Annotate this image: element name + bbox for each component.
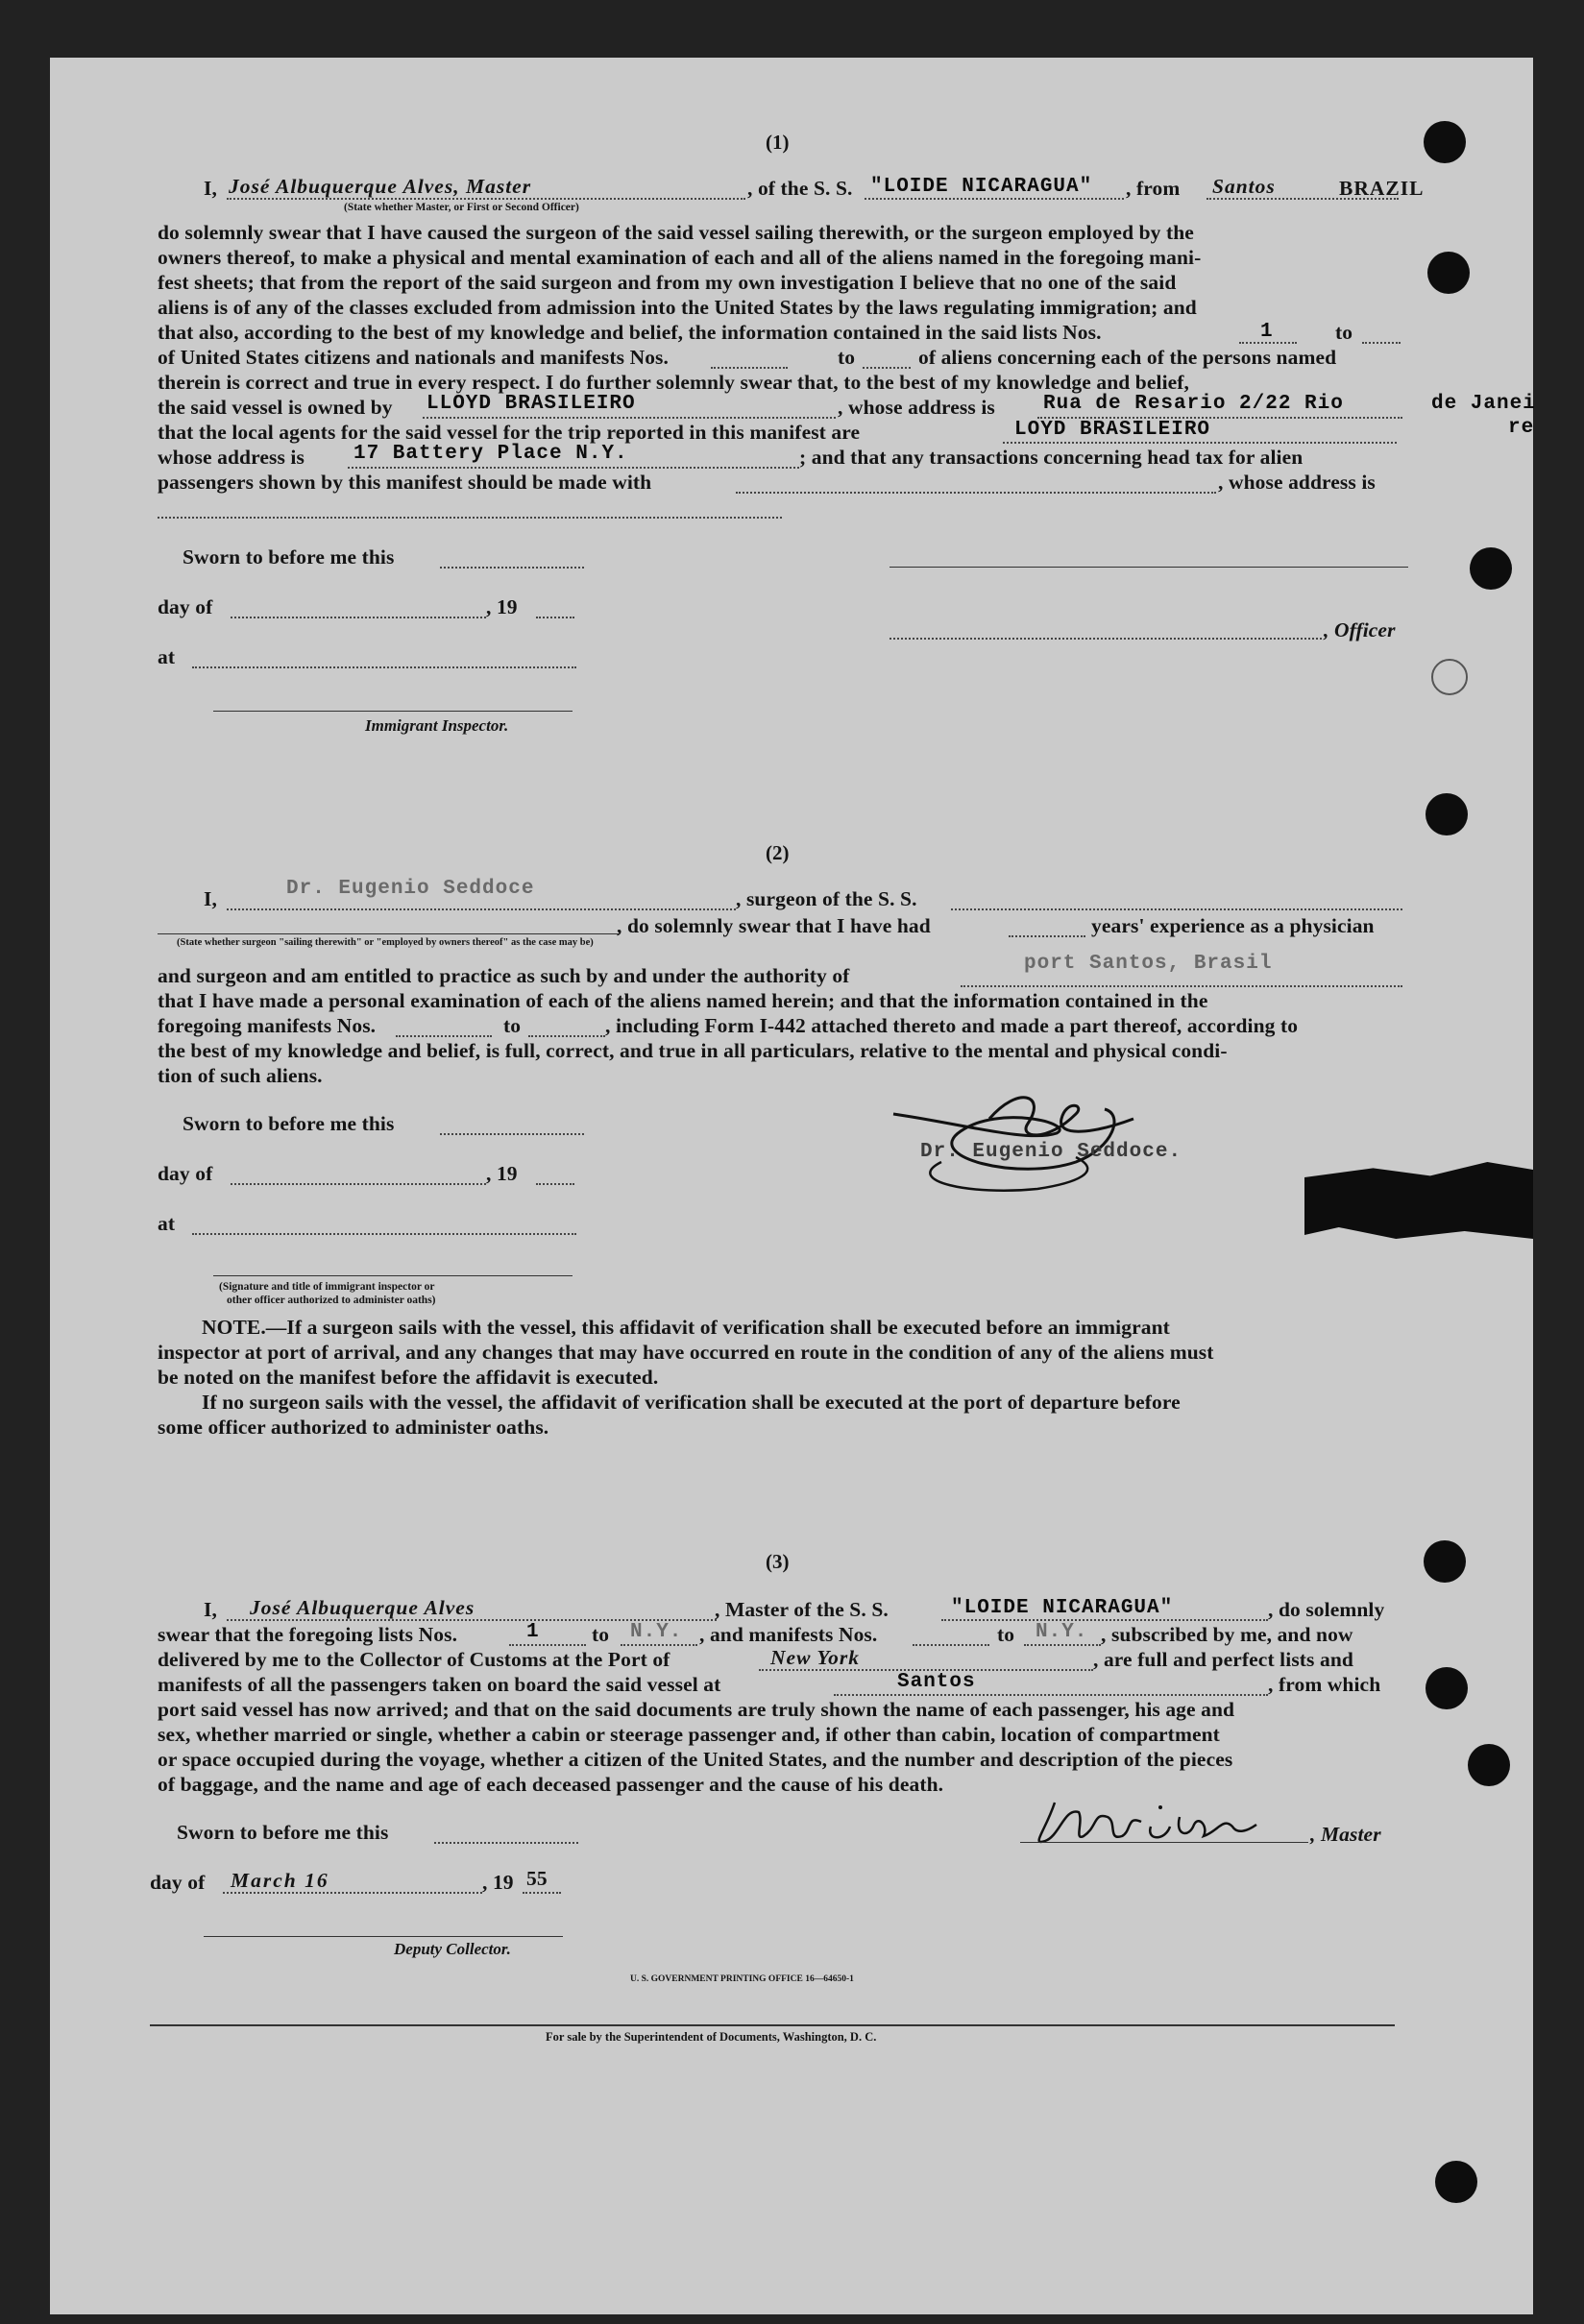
section-number: (2): [766, 841, 790, 864]
port-label: delivered by me to the Collector of Customs at the Port of: [158, 1648, 670, 1671]
collector-signature-line[interactable]: [204, 1936, 563, 1937]
agent-address-label: whose address is: [158, 446, 305, 469]
boarded-value: Santos: [897, 1671, 976, 1693]
body-line: , subscribed by me, and now: [1101, 1623, 1353, 1646]
master-signature: [1026, 1788, 1314, 1865]
agent-address-field[interactable]: [348, 467, 799, 469]
head-tax-contact-field[interactable]: [736, 492, 1216, 494]
years-field[interactable]: [1009, 935, 1085, 937]
vessel-name-value: "LOIDE NICARAGUA": [870, 176, 1093, 198]
note-line: be noted on the manifest before the affidavit is executed.: [158, 1366, 659, 1389]
day-of-label: day of: [158, 1162, 213, 1185]
sworn-label: Sworn to before me this: [177, 1821, 389, 1844]
port-field[interactable]: [1206, 198, 1399, 200]
to-label: to: [503, 1014, 522, 1037]
intro-text: I,: [204, 1598, 217, 1621]
punch-hole-icon: [1427, 252, 1470, 294]
body-line: do solemnly swear that I have caused the surgeon of the said vessel sailing therewith, or the surgeon employed by the: [158, 221, 1194, 244]
surgeon-name-field[interactable]: [227, 908, 736, 910]
agent-value: LOYD BRASILEIRO: [1014, 419, 1211, 441]
punch-hole-icon: [1426, 793, 1468, 835]
manifests-from-field[interactable]: [913, 1644, 989, 1646]
signature-caption: (Signature and title of immigrant inspector or: [219, 1281, 435, 1293]
sworn-label: Sworn to before me this: [183, 545, 395, 569]
intro-text: I,: [204, 177, 217, 200]
surgeon-printed-name: Dr. Eugenio Seddoce.: [920, 1141, 1182, 1163]
arrival-port-value: New York: [770, 1646, 861, 1669]
body-line: of baggage, and the name and age of each deceased passenger and the cause of his death.: [158, 1773, 944, 1796]
footer-rule: [150, 2024, 1395, 2026]
year-field[interactable]: [536, 1183, 574, 1185]
sworn-label: Sworn to before me this: [183, 1112, 395, 1135]
address-overflow: re: [1508, 417, 1535, 439]
body-line: owners thereof, to make a physical and mental examination of each and all of the aliens named in the foregoing mani-: [158, 246, 1202, 269]
punch-hole-icon: [1431, 659, 1468, 695]
punch-hole-icon: [1468, 1744, 1510, 1786]
master-name-value: José Albuquerque Alves, Master: [229, 175, 532, 198]
to-label: to: [997, 1623, 1015, 1646]
at-label: at: [158, 1212, 176, 1235]
punch-hole-icon: [1426, 1667, 1468, 1709]
surgeon-name-value: Dr. Eugenio Seddoce: [286, 878, 535, 900]
owner-label: the said vessel is owned by: [158, 396, 393, 419]
body-line: fest sheets; that from the report of the said surgeon and from my own investigation I believe that no one of the said: [158, 271, 1177, 294]
year-field[interactable]: [523, 1892, 561, 1894]
manifests-label: , and manifests Nos.: [699, 1623, 878, 1646]
punch-hole-icon: [1470, 547, 1512, 590]
port-value: Santos: [1212, 175, 1276, 198]
body-line: passengers shown by this manifest should be made with: [158, 471, 652, 494]
surgeon-label: , surgeon of the S. S.: [736, 887, 917, 910]
hint-rule: [158, 933, 619, 934]
date-value: March 16: [231, 1869, 329, 1892]
owner-field[interactable]: [423, 417, 836, 419]
sworn-day-field[interactable]: [440, 1133, 584, 1135]
body-line: , whose address is: [1218, 471, 1376, 494]
body-line: ; and that any transactions concerning head tax for alien: [799, 446, 1304, 469]
body-line: the best of my knowledge and belief, is full, correct, and true in all particulars, relative to the mental and physical condi-: [158, 1039, 1228, 1062]
section-number: (3): [766, 1550, 790, 1573]
day-of-field[interactable]: [231, 617, 486, 618]
master-signature-line[interactable]: [1020, 1842, 1308, 1843]
body-line: that I have made a personal examination of each of the aliens named herein; and that the information contained in the: [158, 989, 1208, 1012]
authority-field[interactable]: [961, 985, 1402, 987]
master-title: , Master: [1310, 1823, 1381, 1846]
manifests-from-field[interactable]: [396, 1035, 492, 1037]
inspector-signature-line[interactable]: [213, 711, 573, 712]
manifests-to-field[interactable]: [528, 1035, 605, 1037]
field-hint: (State whether Master, or First or Second Officer): [344, 202, 579, 213]
body-line: , including Form I-442 attached thereto and made a part thereof, according to: [605, 1014, 1299, 1037]
inspector-signature-line[interactable]: [213, 1275, 573, 1276]
master-name-field[interactable]: [227, 198, 745, 200]
lists-from-field[interactable]: [1239, 342, 1297, 344]
years-label: years' experience as a physician: [1091, 914, 1375, 937]
body-line: , from which: [1268, 1673, 1381, 1696]
address-overflow: de Janei: [1431, 393, 1536, 415]
body-line: tion of such aliens.: [158, 1064, 323, 1087]
manifests-label: foregoing manifests Nos.: [158, 1014, 377, 1037]
body-line: sex, whether married or single, whether a cabin or steerage passenger and, if other than cabin, location of compartment: [158, 1723, 1220, 1746]
date-field[interactable]: [223, 1892, 482, 1894]
lists-from-field[interactable]: [509, 1644, 586, 1646]
lists-label: swear that the foregoing lists Nos.: [158, 1623, 458, 1646]
owner-value: LLOYD BRASILEIRO: [426, 393, 636, 415]
vessel-name-field[interactable]: [941, 1619, 1268, 1621]
master-label: , Master of the S. S.: [715, 1598, 889, 1621]
printing-office: U. S. GOVERNMENT PRINTING OFFICE 16—64650-1: [630, 1974, 854, 1984]
authority-value: port Santos, Brasil: [1024, 953, 1273, 975]
swear-label: , do solemnly swear that I have had: [617, 914, 931, 937]
boarded-label: manifests of all the passengers taken on board the said vessel at: [158, 1673, 721, 1696]
owner-address-value: Rua de Resario 2/22 Rio: [1043, 393, 1344, 415]
agent-address-value: 17 Battery Place N.Y.: [353, 443, 628, 465]
note-line: NOTE.—If a surgeon sails with the vessel, this affidavit of verification shall be executed before an immigrant: [202, 1316, 1170, 1339]
vessel-name-value: "LOIDE NICARAGUA": [951, 1597, 1174, 1619]
body-line: that also, according to the best of my knowledge and belief, the information contained in the said lists Nos.: [158, 321, 1102, 344]
day-of-label: day of: [158, 595, 213, 618]
year-label: , 19: [486, 1162, 518, 1185]
signature-caption: other officer authorized to administer oaths): [227, 1295, 436, 1306]
from-label: , from: [1126, 177, 1181, 200]
year-label: , 19: [486, 595, 518, 618]
surgeon-ship-field[interactable]: [951, 908, 1402, 910]
ss-label: , of the S. S.: [747, 177, 853, 200]
body-line: of aliens concerning each of the persons named: [918, 346, 1337, 369]
body-line: or space occupied during the voyage, whether a citizen of the United States, and the number and description of the pieces: [158, 1748, 1233, 1771]
punch-hole-icon: [1424, 121, 1466, 163]
at-field[interactable]: [192, 1233, 576, 1235]
day-of-field[interactable]: [231, 1183, 486, 1185]
note-line: some officer authorized to administer oaths.: [158, 1416, 549, 1439]
body-line: aliens is of any of the classes excluded from admission into the United States by the laws regulating immigration; and: [158, 296, 1197, 319]
boarded-field[interactable]: [834, 1694, 1268, 1696]
at-field[interactable]: [192, 666, 576, 668]
year-label: , 19: [482, 1871, 514, 1894]
sworn-day-field[interactable]: [440, 567, 584, 569]
surgeon-signature: [884, 1076, 1287, 1200]
swear-label: , do solemnly: [1268, 1598, 1385, 1621]
note-line: inspector at port of arrival, and any changes that may have occurred en route in the condition of any of the aliens must: [158, 1341, 1214, 1364]
punch-hole-icon: [1435, 2161, 1477, 2203]
body-line: therein is correct and true in every respect. I do further solemnly swear that, to the best of my knowledge and belief,: [158, 371, 1190, 394]
body-line: of United States citizens and nationals and manifests Nos.: [158, 346, 669, 369]
manifests-to-field[interactable]: [1024, 1644, 1101, 1646]
lists-from-value: 1: [526, 1621, 540, 1643]
manifests-from-field[interactable]: [711, 367, 788, 369]
year-field[interactable]: [536, 617, 574, 618]
body-line: port said vessel has now arrived; and that on the said documents are truly shown the name of each passenger, his age and: [158, 1698, 1235, 1721]
officer-signature-line[interactable]: [889, 567, 1408, 568]
officer-label: , Officer: [1324, 618, 1396, 642]
lists-to-field[interactable]: [1362, 342, 1401, 344]
at-label: at: [158, 645, 176, 668]
to-label: to: [1335, 321, 1353, 344]
body-line: , are full and perfect lists and: [1093, 1648, 1353, 1671]
sworn-day-field[interactable]: [434, 1842, 578, 1844]
to-label: to: [592, 1623, 610, 1646]
lists-from-value: 1: [1260, 321, 1274, 343]
note-line: If no surgeon sails with the vessel, the affidavit of verification shall be executed at the port of departure before: [202, 1391, 1181, 1414]
collector-label: Deputy Collector.: [394, 1940, 511, 1958]
punch-hole-icon: [1424, 1540, 1466, 1583]
head-tax-address-field[interactable]: [158, 517, 782, 519]
vessel-name-field[interactable]: [865, 198, 1124, 200]
intro-text: I,: [204, 887, 217, 910]
to-label: to: [838, 346, 856, 369]
country-value: BRAZIL: [1339, 177, 1425, 200]
footer-text: For sale by the Superintendent of Documents, Washington, D. C.: [546, 2030, 877, 2044]
section-number: (1): [766, 131, 790, 154]
agent-field[interactable]: [1003, 442, 1397, 444]
officer-title-field[interactable]: [889, 638, 1322, 640]
field-hint: (State whether surgeon "sailing therewith" or "employed by owners thereof" as the case may be): [177, 937, 594, 948]
manifests-to-field[interactable]: [863, 367, 911, 369]
manifests-to-value: N.Y.: [1036, 1621, 1088, 1643]
master-name-value: José Albuquerque Alves: [250, 1596, 475, 1619]
body-line: and surgeon and am entitled to practice as such by and under the authority of: [158, 964, 850, 987]
inspector-label: Immigrant Inspector.: [365, 716, 509, 735]
year-value: 55: [526, 1867, 548, 1890]
owner-address-label: , whose address is: [838, 396, 995, 419]
lists-to-value: N.Y.: [630, 1621, 683, 1643]
lists-to-field[interactable]: [621, 1644, 697, 1646]
day-of-label: day of: [150, 1871, 206, 1894]
agents-label: that the local agents for the said vessel for the trip reported in this manifest are: [158, 421, 861, 444]
